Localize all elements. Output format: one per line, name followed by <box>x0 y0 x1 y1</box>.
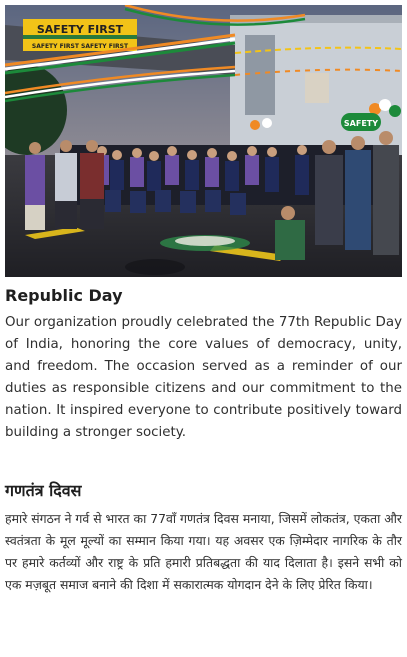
article-body-english: Our organization proudly celebrated the 77th Republic Day of India, honoring the core values of democracy, unity, and freedom. The occasion served as a reminder of our duties as responsible citizens and our commitment to the nation. It inspired everyone to contribute positively toward building a stronger society. <box>5 315 402 440</box>
article-title-english: Republic Day <box>5 286 123 305</box>
banner-text: SAFETY FIRST <box>36 23 124 36</box>
event-photo <box>5 5 402 277</box>
group-photo-illustration <box>5 5 402 277</box>
safety-first-banner <box>23 19 137 51</box>
safety-sign <box>341 113 381 131</box>
banner-subtext: SAFETY FIRST SAFETY FIRST <box>31 43 129 50</box>
article-title-hindi: गणतंत्र दिवस <box>5 481 82 500</box>
article-body-hindi: हमारे संगठन ने गर्व से भारत का 77वाँ गणतंत्र दिवस मनाया, जिसमें लोकतंत्र, एकता और स्वतंत्रता के मूल मूल्यों का सम्मान किया गया। यह अवसर एक ज़िम्मेदार नागरिक के तौर पर हमारे कर्तव्यों और राष्ट्र के प्रति हमारी प्रतिबद्धता की याद दिलाता है। इसने सभी को एक मज़बूत समाज बनाने की दिशा में सकारात्मक योगदान देने के लिए प्रेरित किया। <box>5 511 402 592</box>
poster <box>305 73 329 103</box>
safety-sign-text: SAFETY <box>343 119 379 128</box>
